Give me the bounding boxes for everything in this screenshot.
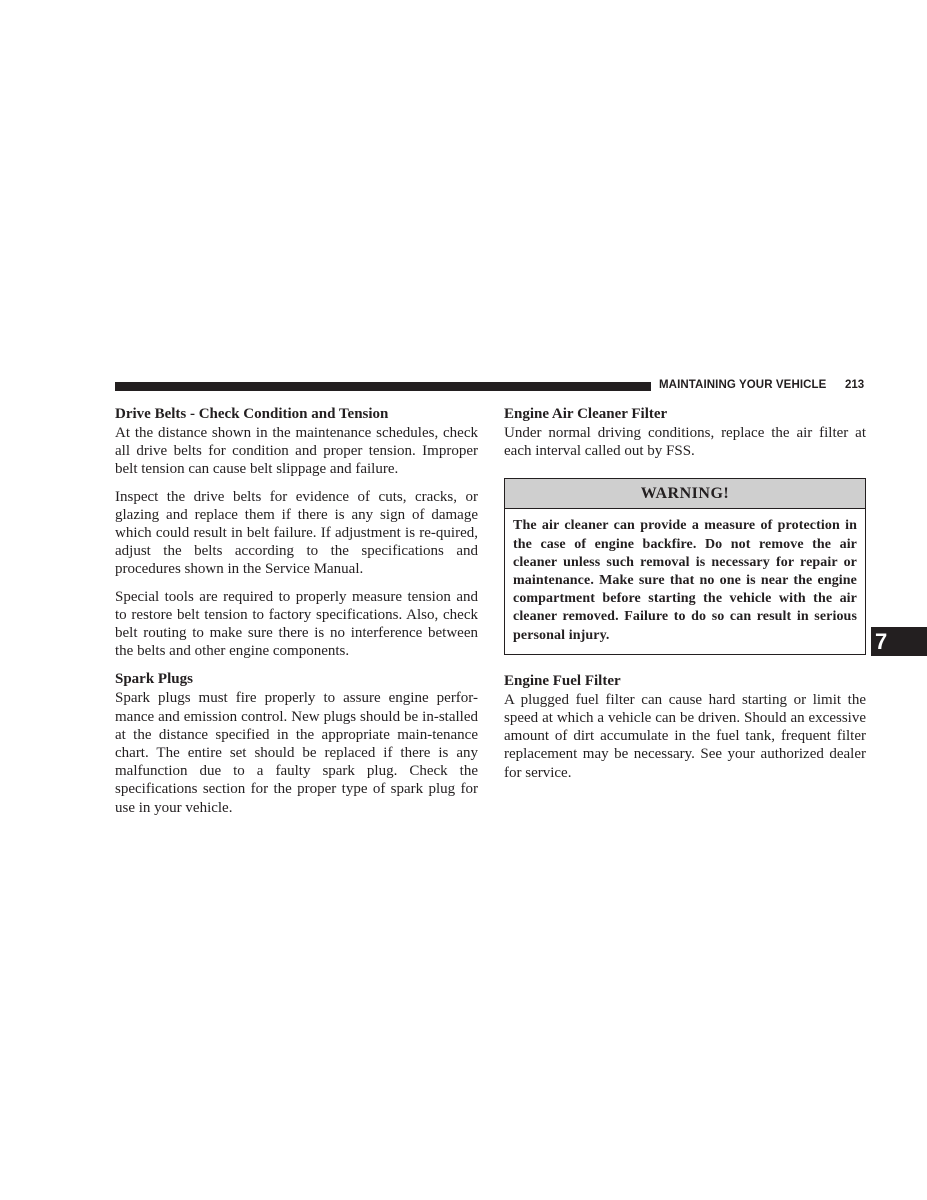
drive-belts-paragraph-1: At the distance shown in the maintenance schedules, check all drive belts for condition and proper tension. Improper belt tension can cause belt slippage and failure. [115, 425, 478, 478]
running-header-title: MAINTAINING YOUR VEHICLE [659, 379, 827, 391]
chapter-tab-number: 7 [875, 629, 888, 654]
spark-plugs-paragraph: Spark plugs must fire properly to assure engine perfor-mance and emission control. New plugs should be in-stalled at the distance specified in the appropriate main-tenance chart. The entire set should be replaced if there is any malfunction due to a faulty spark plug. Check the specifications section for the proper type of spark plug for use in your vehicle. [115, 690, 478, 816]
air-cleaner-paragraph: Under normal driving conditions, replace the air filter at each interval called out by FSS. [504, 425, 866, 460]
spark-plugs-heading: Spark Plugs [115, 671, 193, 688]
page-number: 213 [845, 379, 865, 391]
drive-belts-heading: Drive Belts - Check Condition and Tension [115, 406, 389, 422]
fuel-filter-paragraph: A plugged fuel filter can cause hard starting or limit the speed at which a vehicle can be driven. Should an excessive amount of dirt accumulate in the fuel tank, frequent filter replacement may be necessary. See your authorized dealer for service. [504, 691, 866, 781]
header-rule [115, 382, 651, 391]
warning-text: The air cleaner can provide a measure of protection in the case of engine backfire. Do not remove the air cleaner unless such removal is necessary for repair or maintenance. Make sure that no one is near the engine compartment before starting the vehicle with the air cleaner removed. Failure to do so can result in serious personal injury. [513, 518, 857, 643]
fuel-filter-heading: Engine Fuel Filter [504, 672, 621, 689]
drive-belts-paragraph-2: Inspect the drive belts for evidence of cuts, cracks, or glazing and replace them if there is any sign of damage which could result in belt failure. If adjustment is re-quired, adjust the belts according to the specifications and procedures shown in the Service Manual. [115, 488, 478, 578]
right-column [504, 405, 866, 782]
drive-belts-paragraph-3: Special tools are required to properly measure tension and to restore belt tension to factory specifications. Also, check belt routing to make sure there is no interference between the belts and other engine components. [115, 588, 478, 660]
warning-box [504, 478, 866, 654]
air-cleaner-heading: Engine Air Cleaner Filter [504, 406, 668, 422]
warning-title: WARNING! [505, 479, 865, 509]
chapter-tab [871, 627, 927, 656]
left-column [115, 405, 478, 817]
